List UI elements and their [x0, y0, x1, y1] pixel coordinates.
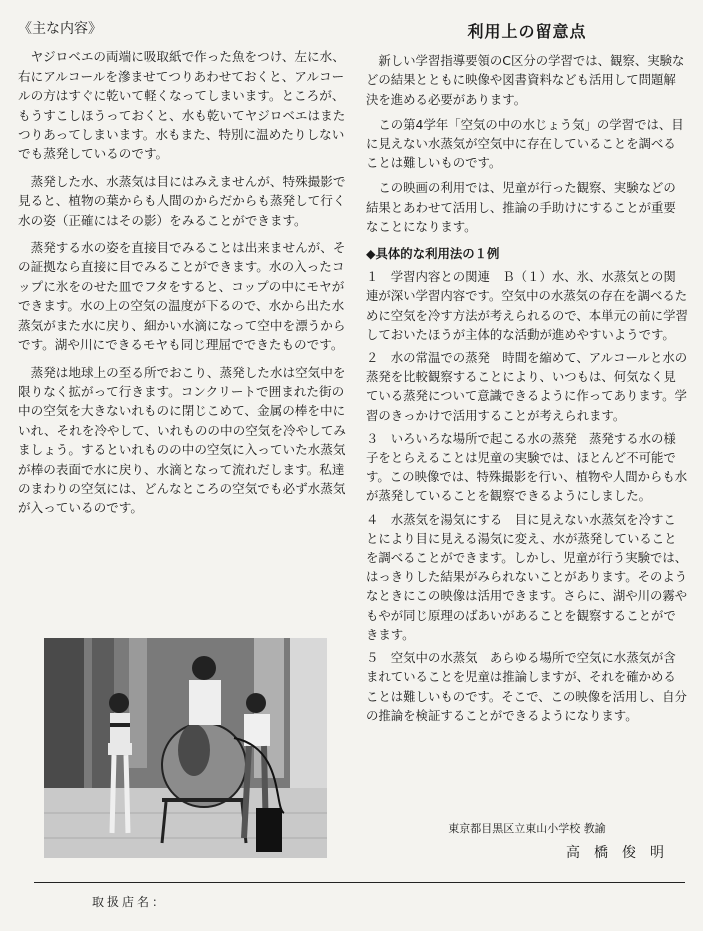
content-paragraph: 蒸発は地球上の至る所でおこり、蒸発した水は空気中を限りなく拡がって行きます。コンクリートで囲まれた街の中の空気を大きないれものに閉じこめて、金属の棒を中にいれ、それを冷やして、いれものの中の空気を冷やしてみましょう。するといれものの中の空気に入っていた水蒸気が棒の表面で水に戻り、水滴となって流れだします。私達のまわりの空気には、どんなところの空気でも必ず水蒸気が入っているのです。: [18, 364, 346, 516]
experiment-photo: [44, 638, 327, 858]
usage-notes-heading: 利用上の留意点: [467, 22, 587, 41]
dealer-name-label: 取扱店名：: [92, 895, 168, 909]
content-paragraph: 蒸発した水、水蒸気は目にはみえませんが、特殊撮影で見ると、植物の葉からも人間のからだからも蒸発して行く水の姿（正確にはその影）をみることができます。: [18, 173, 346, 228]
usage-paragraph: この映画の利用では、児童が行った観察、実験などの結果とあわせて活用し、推論の手助けにすることが重要なことになります。: [366, 180, 676, 234]
author-name: 高橋俊明: [566, 845, 678, 861]
content-paragraph: 蒸発する水の姿を直接目でみることは出来ませんが、その証拠なら直接に目でみることができます。水の入ったコップに氷をのせた皿でフタをすると、コップの中にモヤができます。水の上の空気の温度が下るので、水から出た水蒸気がまた水に戻り、細かい水滴になって空中を漂うからです。湖や川にできるモヤも同じ理屈でできたものです。: [18, 240, 346, 353]
footer-divider: [34, 882, 685, 883]
example-item: ２ 水の常温での蒸発 時間を縮めて、アルコールと水の蒸発を比較観察することにより、いつもは、何気なく見ている蒸発について意識できるように作ってあります。学習のきっかけで活用することが考えられます。: [366, 350, 688, 423]
usage-paragraph: この第4学年「空気の中の水じょう気」の学習では、目に見えない水蒸気が空気中に存在していることを調べることは難しいものです。: [366, 116, 684, 171]
author-school: 東京都目黒区立東山小学校 教諭: [448, 822, 606, 835]
example-item: ４ 水蒸気を湯気にする 目に見えない水蒸気を冷すことにより目に見える湯気に変え、水が蒸発していることを調べることができます。しかし、児童が行う実験では、はっきりした結果がみられないことがあります。そのようなときにこの映像は活用できます。さらに、湖や川の霧やもやが同じ原理のばあいがあることを観察することができます。: [366, 511, 688, 642]
example-heading: ◆具体的な利用法の１例: [366, 246, 500, 262]
example-item: ３ いろいろな場所で起こる水の蒸発 蒸発する水の様子をとらえることは児童の実験では、ほとんど不可能です。この映像では、特殊撮影を行い、植物や人間からも水が蒸発していることを観察できるようにしました。: [366, 430, 688, 504]
content-paragraph: ヤジロベエの両端に吸取紙で作った魚をつけ、左に水、右にアルコールを滲ませてつりあわせておくと、アルコールの方はすぐに乾いて軽くなってしまいます。ところが、もうすこしほうっておくと、水も乾いてヤジロベエはまたつりあってしまいます。水もまた、特別に温めたりしないでも蒸発しているのです。: [18, 49, 346, 162]
main-content-column: [18, 20, 350, 518]
usage-notes-column: [366, 22, 688, 729]
usage-paragraph: 新しい学習指導要領のC区分の学習では、観察、実験などの結果とともに映像や図書資料なども活用して問題解決を進める必要があります。: [366, 53, 685, 107]
example-item: ５ 空気中の水蒸気 あらゆる場所で空気に水蒸気が含まれていることを児童は推論しますが、それを確かめることは難しいものです。そこで、この映像を活用し、自分の推論を検証することができるようになります。: [366, 650, 687, 723]
example-item: １ 学習内容との関連 Ｂ（１）水、氷、水蒸気との関連が深い学習内容です。空気中の水蒸気の存在を調べるために空気を冷す方法が考えられるので、本単元の前に学習しておいたほうが主体的な活動が進めやすいようです。: [366, 269, 688, 342]
experiment-photo-illustration: [44, 638, 327, 858]
main-content-heading: 《主な内容》: [18, 21, 102, 37]
author-signature: [366, 820, 688, 862]
